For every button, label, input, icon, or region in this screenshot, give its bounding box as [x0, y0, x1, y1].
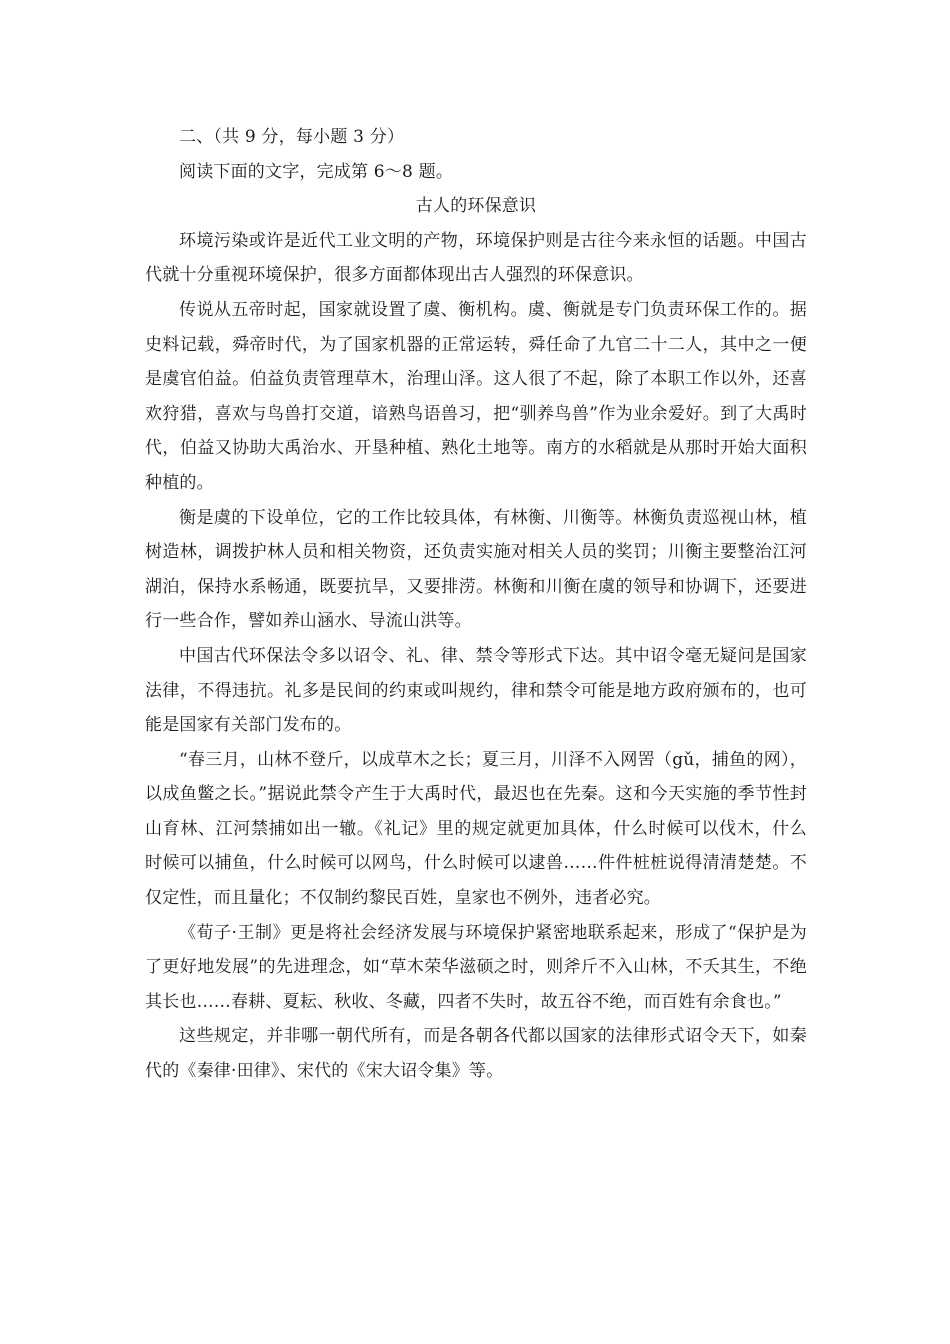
article-paragraph-1: 环境污染或许是近代工业文明的产物，环境保护则是古往今来永恒的话题。中国古代就十分重视环境保护，很多方面都体现出古人强烈的环保意识。 — [145, 230, 807, 286]
section-heading: 二、（共 9 分，每小题 3 分） — [179, 127, 405, 147]
article-title: 古人的环保意识 — [415, 196, 537, 217]
article-paragraph-2: 传说从五帝时起，国家就设置了虞、衡机构。虞、衡就是专门负责环保工作的。据史料记载，舜帝时代，为了国家机器的正常运转，舜任命了九官二十二人，其中之一便是虞官伯益。伯益负责管理草木，治理山泽。这人很了不起，除了本职工作以外，还喜欢狩猎，喜欢与鸟兽打交道，谙熟鸟语兽习，把“驯养鸟兽”作为业余爱好。到了大禹时代，伯益又协助大禹治水、开垦种植、熟化土地等。南方的水稻就是从那时开始大面积种植的。 — [145, 299, 807, 493]
reading-instruction: 阅读下面的文字，完成第 6～8 题。 — [179, 161, 454, 182]
article-paragraph-7: 这些规定，并非哪一朝代所有，而是各朝各代都以国家的法律形式诏令天下，如秦代的《秦律·田律》、宋代的《宋大诏令集》等。 — [145, 1026, 807, 1082]
article-paragraph-4: 中国古代环保法令多以诏令、礼、律、禁令等形式下达。其中诏令毫无疑问是国家法律，不得违抗。礼多是民间的约束或叫规约，律和禁令可能是地方政府颁布的，也可能是国家有关部门发布的。 — [145, 645, 807, 736]
article-paragraph-5: “春三月，山林不登斤，以成草木之长；夏三月，川泽不入网罟（gǔ，捕鱼的网），以成鱼鳖之长。”据说此禁令产生于大禹时代，最迟也在先秦。这和今天实施的季节性封山育林、江河禁捕如出一辙。《礼记》里的规定就更加具体，什么时候可以伐木，什么时候可以捕鱼，什么时候可以网鸟，什么时候可以逮兽……件件桩桩说得清清楚楚。不仅定性，而且量化；不仅制约黎民百姓，皇家也不例外，违者必究。 — [145, 749, 807, 909]
article-paragraph-3: 衡是虞的下设单位，它的工作比较具体，有林衡、川衡等。林衡负责巡视山林，植树造林，调拨护林人员和相关物资，还负责实施对相关人员的奖罚；川衡主要整治江河湖泊，保持水系畅通，既要抗旱，又要排涝。林衡和川衡在虞的领导和协调下，还要进行一些合作，譬如养山涵水、导流山洪等。 — [145, 507, 807, 632]
article-paragraph-6: 《荀子·王制》更是将社会经济发展与环境保护紧密地联系起来，形成了“保护是为了更好地发展”的先进理念，如“草木荣华滋硕之时，则斧斤不入山林，不夭其生，不绝其长也……春耕、夏耘、秋收、冬藏，四者不失时，故五谷不绝，而百姓有余食也。” — [145, 922, 807, 1012]
document-content — [145, 120, 807, 1089]
